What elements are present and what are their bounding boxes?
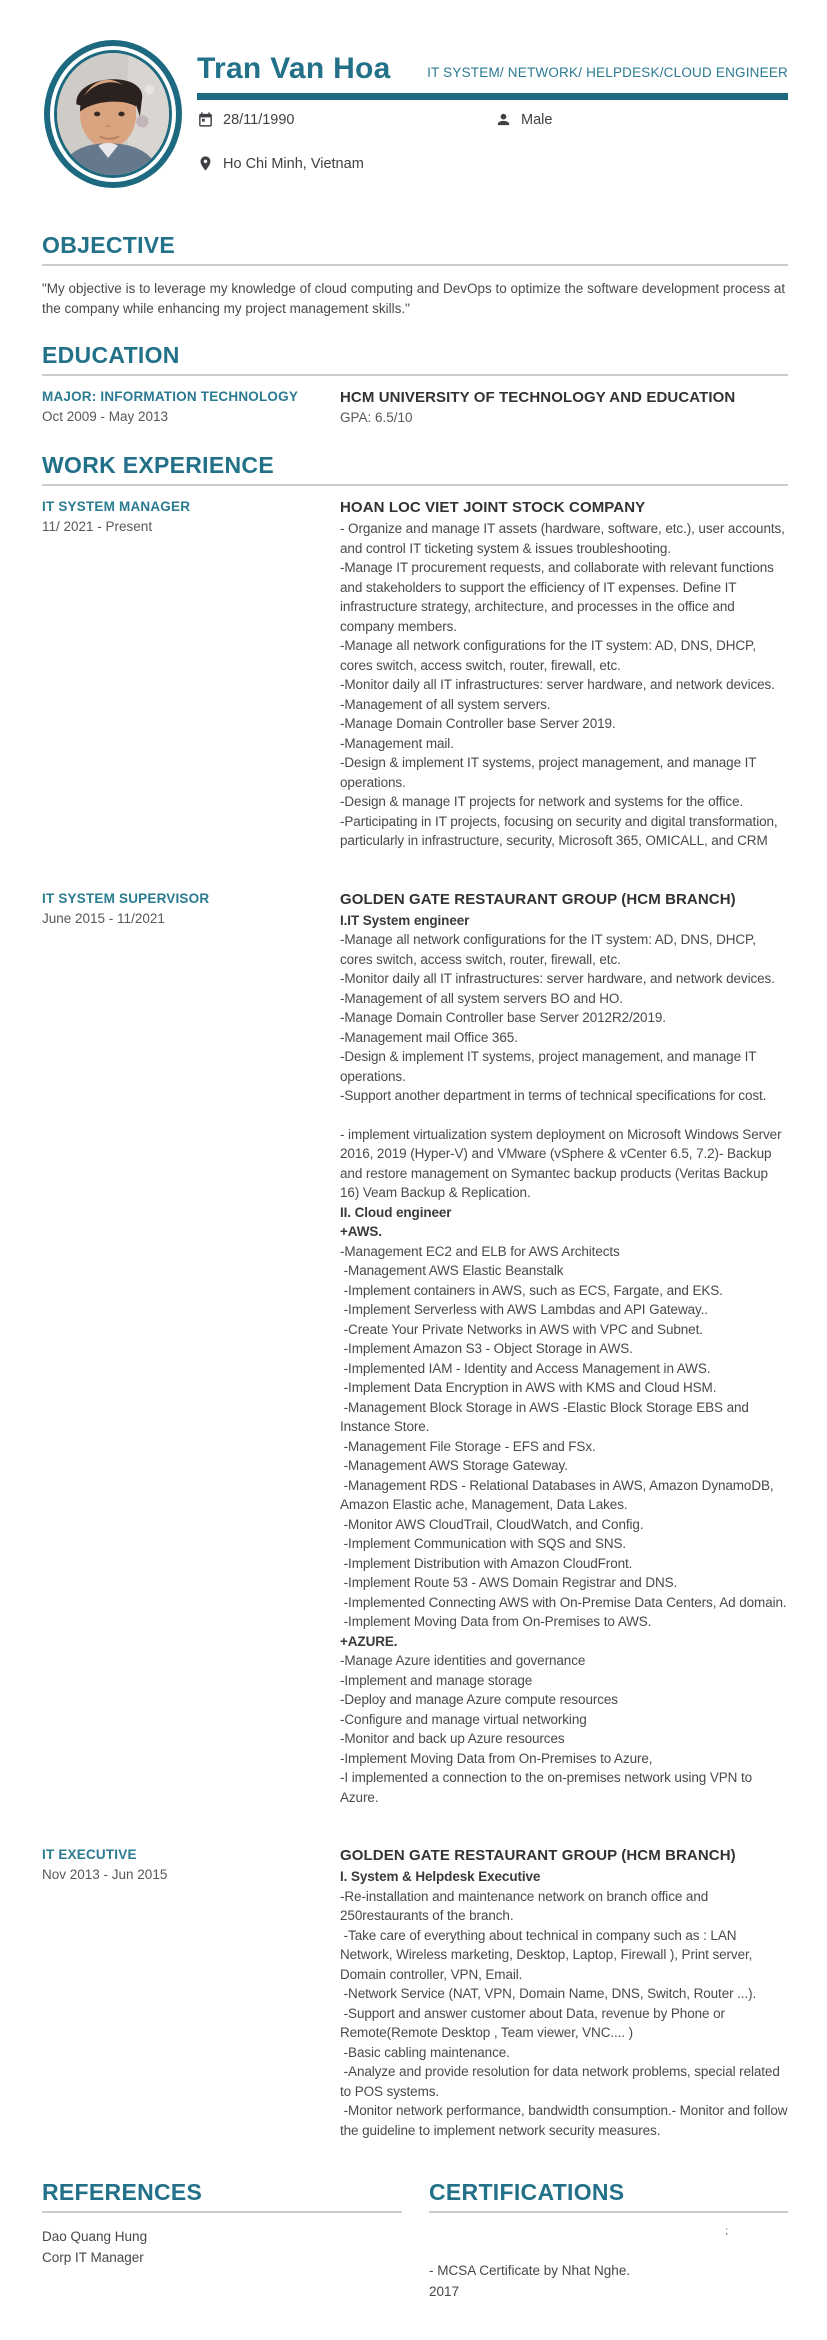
job-line: -Network Service (NAT, VPN, Domain Name, DNS, Switch, Router ...).	[340, 1986, 757, 2001]
job-period: June 2015 - 11/2021	[42, 910, 165, 926]
bottom-section	[42, 2180, 788, 2302]
job-line: -Implemented IAM - Identity and Access Management in AWS.	[340, 1360, 711, 1376]
objective-text: "My objective is to leverage my knowledge of cloud computing and DevOps to optimize the software development process at the company while enhancing my project management skills."	[42, 281, 786, 316]
job-line: II. Cloud engineer	[340, 1204, 452, 1220]
certification-name: - MCSA Certificate by Nhat Nghe.	[429, 2263, 631, 2278]
job-meta	[42, 891, 340, 1808]
job-line: - Organize and manage IT assets (hardware, software, etc.), user accounts, and control IT ticketing system & issues troubleshooting.	[340, 521, 789, 556]
reference-name: Dao Quang Hung	[42, 2229, 148, 2244]
job-line: -Implement Route 53 - AWS Domain Registrar and DNS.	[340, 1575, 678, 1590]
section-divider	[42, 374, 788, 376]
location-item	[197, 155, 364, 172]
job-line: -Configure and manage virtual networking	[340, 1711, 587, 1727]
references-heading: REFERENCES	[42, 2179, 203, 2205]
objective-heading: OBJECTIVE	[42, 232, 176, 258]
job-line: -Monitor network performance, bandwidth consumption.- Monitor and follow the guideline to implement network security measures.	[340, 2103, 792, 2138]
male-icon	[495, 111, 512, 128]
job-company: GOLDEN GATE RESTAURANT GROUP (HCM BRANCH)	[340, 1847, 736, 1864]
education-heading: EDUCATION	[42, 342, 180, 368]
job-line: -Management mail Office 365.	[340, 1029, 518, 1045]
job-line: -Management EC2 and ELB for AWS Architects	[340, 1243, 620, 1259]
certifications-column	[429, 2180, 788, 2302]
profile-photo	[44, 40, 182, 188]
person-name: Tran Van Hoa	[197, 52, 391, 85]
job-line: -Support another department in terms of technical specifications for cost.	[340, 1088, 767, 1103]
job-line: -Implemented Connecting AWS with On-Premise Data Centers, Ad domain.	[340, 1594, 787, 1610]
section-divider	[429, 2211, 788, 2213]
job-entry	[42, 891, 788, 1808]
job-line: - implement virtualization system deployment on Microsoft Windows Server 2016, 2019 (Hyper-V) and VMware (vSphere & vCenter 6.5, 7.2)- Backup and restore management on Symantec backup products (Veritas Backup 16) Veam Backup & Replication.	[340, 1126, 786, 1200]
education-detail	[340, 389, 788, 425]
job-line: -Management Block Storage in AWS -Elastic Block Storage EBS and Instance Store.	[340, 1399, 753, 1434]
work-heading: WORK EXPERIENCE	[42, 452, 274, 478]
education-meta	[42, 389, 340, 425]
job-line: -Monitor daily all IT infrastructures: server hardware, and network devices.	[340, 677, 775, 692]
avatar-graphic	[57, 53, 169, 175]
avatar	[54, 50, 172, 178]
section-divider	[42, 264, 788, 266]
job-line: -Deploy and manage Azure compute resources	[340, 1692, 618, 1707]
job-line: -Manage IT procurement requests, and collaborate with relevant functions and stakeholders to support the efficiency of IT expenses. Define IT infrastructure strategy, architecture, and processes in the office and company members.	[340, 560, 778, 634]
job-period: 11/ 2021 - Present	[42, 519, 153, 534]
job-line: -Implement Serverless with AWS Lambdas and API Gateway..	[340, 1302, 708, 1317]
job-company: GOLDEN GATE RESTAURANT GROUP (HCM BRANCH)	[340, 890, 736, 908]
job-line: +AWS.	[340, 1224, 382, 1239]
education-major: MAJOR: INFORMATION TECHNOLOGY	[42, 389, 299, 404]
location-icon	[197, 155, 214, 172]
job-entry	[42, 1847, 792, 2140]
gender-item	[495, 111, 552, 128]
education-period: Oct 2009 - May 2013	[42, 409, 169, 424]
job-meta	[42, 1847, 340, 2140]
section-divider	[42, 484, 788, 486]
section-divider	[42, 2211, 402, 2213]
job-line: -Design & implement IT systems, project management, and manage IT operations.	[340, 755, 760, 790]
job-role: IT SYSTEM MANAGER	[42, 499, 191, 514]
job-line: -Management of all system servers BO and HO.	[340, 990, 623, 1006]
job-line: -Implement Amazon S3 - Object Storage in AWS.	[340, 1341, 633, 1356]
birthdate-value: 28/11/1990	[223, 111, 295, 128]
birthdate-item	[197, 111, 495, 128]
job-line: -Monitor and back up Azure resources	[340, 1731, 565, 1746]
job-line: -Manage Domain Controller base Server 2012R2/2019.	[340, 1010, 666, 1025]
job-line: -Support and answer customer about Data, revenue by Phone or Remote(Remote Desktop , Team viewer, VNC.... )	[340, 2005, 729, 2040]
job-line: -Participating in IT projects, focusing on security and digital transformation, particularly in infrastructure, security, Microsoft 365, OMICALL, and CRM	[340, 813, 782, 848]
job-line: -Implement Data Encryption in AWS with KMS and Cloud HSM.	[340, 1380, 717, 1395]
job-line: -I implemented a connection to the on-premises network using VPN to Azure.	[340, 1770, 755, 1805]
job-line: -Monitor daily all IT infrastructures: server hardware, and network devices.	[340, 971, 775, 986]
job-role: IT EXECUTIVE	[42, 1847, 137, 1862]
job-line: -Design & implement IT systems, project management, and manage IT operations.	[340, 1049, 760, 1084]
job-line: -Implement Distribution with Amazon CloudFront.	[340, 1555, 633, 1571]
job-line: -Re-installation and maintenance network on branch office and 250restaurants of the branch.	[340, 1888, 712, 1923]
job-line: -Design & manage IT projects for network and systems for the office.	[340, 794, 744, 809]
job-line: -Manage all network configurations for the IT system: AD, DNS, DHCP, cores switch, access switch, router, firewall, etc.	[340, 932, 760, 967]
job-description	[340, 1847, 792, 2140]
calendar-icon	[197, 111, 214, 128]
gender-value: Male	[521, 111, 553, 128]
job-line: -Manage Domain Controller base Server 2019.	[340, 716, 616, 731]
education-school: HCM UNIVERSITY OF TECHNOLOGY AND EDUCATION	[340, 389, 736, 406]
job-line: -Management AWS Elastic Beanstalk	[340, 1263, 564, 1278]
education-gpa: GPA: 6.5/10	[340, 410, 413, 425]
job-line: -Management RDS - Relational Databases in AWS, Amazon DynamoDB, Amazon Elastic ache, Management, Data Lakes.	[340, 1477, 777, 1512]
job-line: -Management AWS Storage Gateway.	[340, 1458, 568, 1473]
job-line: -Monitor AWS CloudTrail, CloudWatch, and Config.	[340, 1516, 644, 1532]
job-line: -Implement and manage storage	[340, 1672, 533, 1688]
location-value: Ho Chi Minh, Vietnam	[223, 155, 364, 172]
education-entry	[42, 389, 788, 425]
job-role: IT SYSTEM SUPERVISOR	[42, 890, 210, 906]
job-period: Nov 2013 - Jun 2015	[42, 1867, 168, 1882]
header-info-row-2	[197, 155, 788, 172]
job-line: -Basic cabling maintenance.	[340, 2044, 510, 2060]
stray-character: ;	[725, 2226, 728, 2237]
education-section	[42, 343, 788, 425]
header	[0, 0, 827, 233]
job-line: I. System & Helpdesk Executive	[340, 1869, 541, 1884]
job-line: -Implement Moving Data from On-Premises to Azure,	[340, 1750, 653, 1766]
job-line: -Take care of everything about technical in company such as : LAN Network, Wireless marketing, Desktop, Laptop, Firewall ), Print server, Domain controller, VPN, Email.	[340, 1927, 756, 1982]
job-line: -Management mail.	[340, 735, 454, 751]
certifications-heading: CERTIFICATIONS	[429, 2179, 625, 2205]
job-company: HOAN LOC VIET JOINT STOCK COMPANY	[340, 499, 646, 516]
references-column	[42, 2180, 402, 2302]
job-line: -Create Your Private Networks in AWS with VPC and Subnet.	[340, 1321, 703, 1337]
job-gap	[340, 1106, 788, 1125]
job-line: +AZURE.	[340, 1633, 398, 1649]
job-entry	[42, 499, 788, 851]
job-line: -Management File Storage - EFS and FSx.	[340, 1438, 596, 1454]
certification-year: 2017	[429, 2284, 460, 2299]
job-description	[340, 499, 788, 851]
job-description	[340, 891, 788, 1808]
header-text	[197, 53, 788, 172]
job-line: -Manage Azure identities and governance	[340, 1653, 586, 1668]
job-meta	[42, 499, 340, 851]
person-title: IT SYSTEM/ NETWORK/ HELPDESK/CLOUD ENGINEER	[427, 65, 788, 80]
reference-role: Corp IT Manager	[42, 2250, 144, 2265]
header-divider	[197, 93, 788, 100]
job-line: I.IT System engineer	[340, 912, 470, 928]
job-line: -Analyze and provide resolution for data network problems, special related to POS systems.	[340, 2064, 784, 2099]
job-line: -Implement Communication with SQS and SNS.	[340, 1536, 627, 1551]
job-line: -Implement Moving Data from On-Premises to AWS.	[340, 1614, 652, 1629]
job-line: -Management of all system servers.	[340, 696, 551, 712]
work-section	[42, 452, 792, 2140]
job-list	[42, 499, 792, 2140]
header-info-row-1	[197, 111, 788, 128]
objective-section	[42, 233, 788, 319]
job-line: -Implement containers in AWS, such as ECS, Fargate, and EKS.	[340, 1282, 723, 1298]
job-line: -Manage all network configurations for the IT system: AD, DNS, DHCP, cores switch, access switch, router, firewall, etc.	[340, 638, 760, 673]
